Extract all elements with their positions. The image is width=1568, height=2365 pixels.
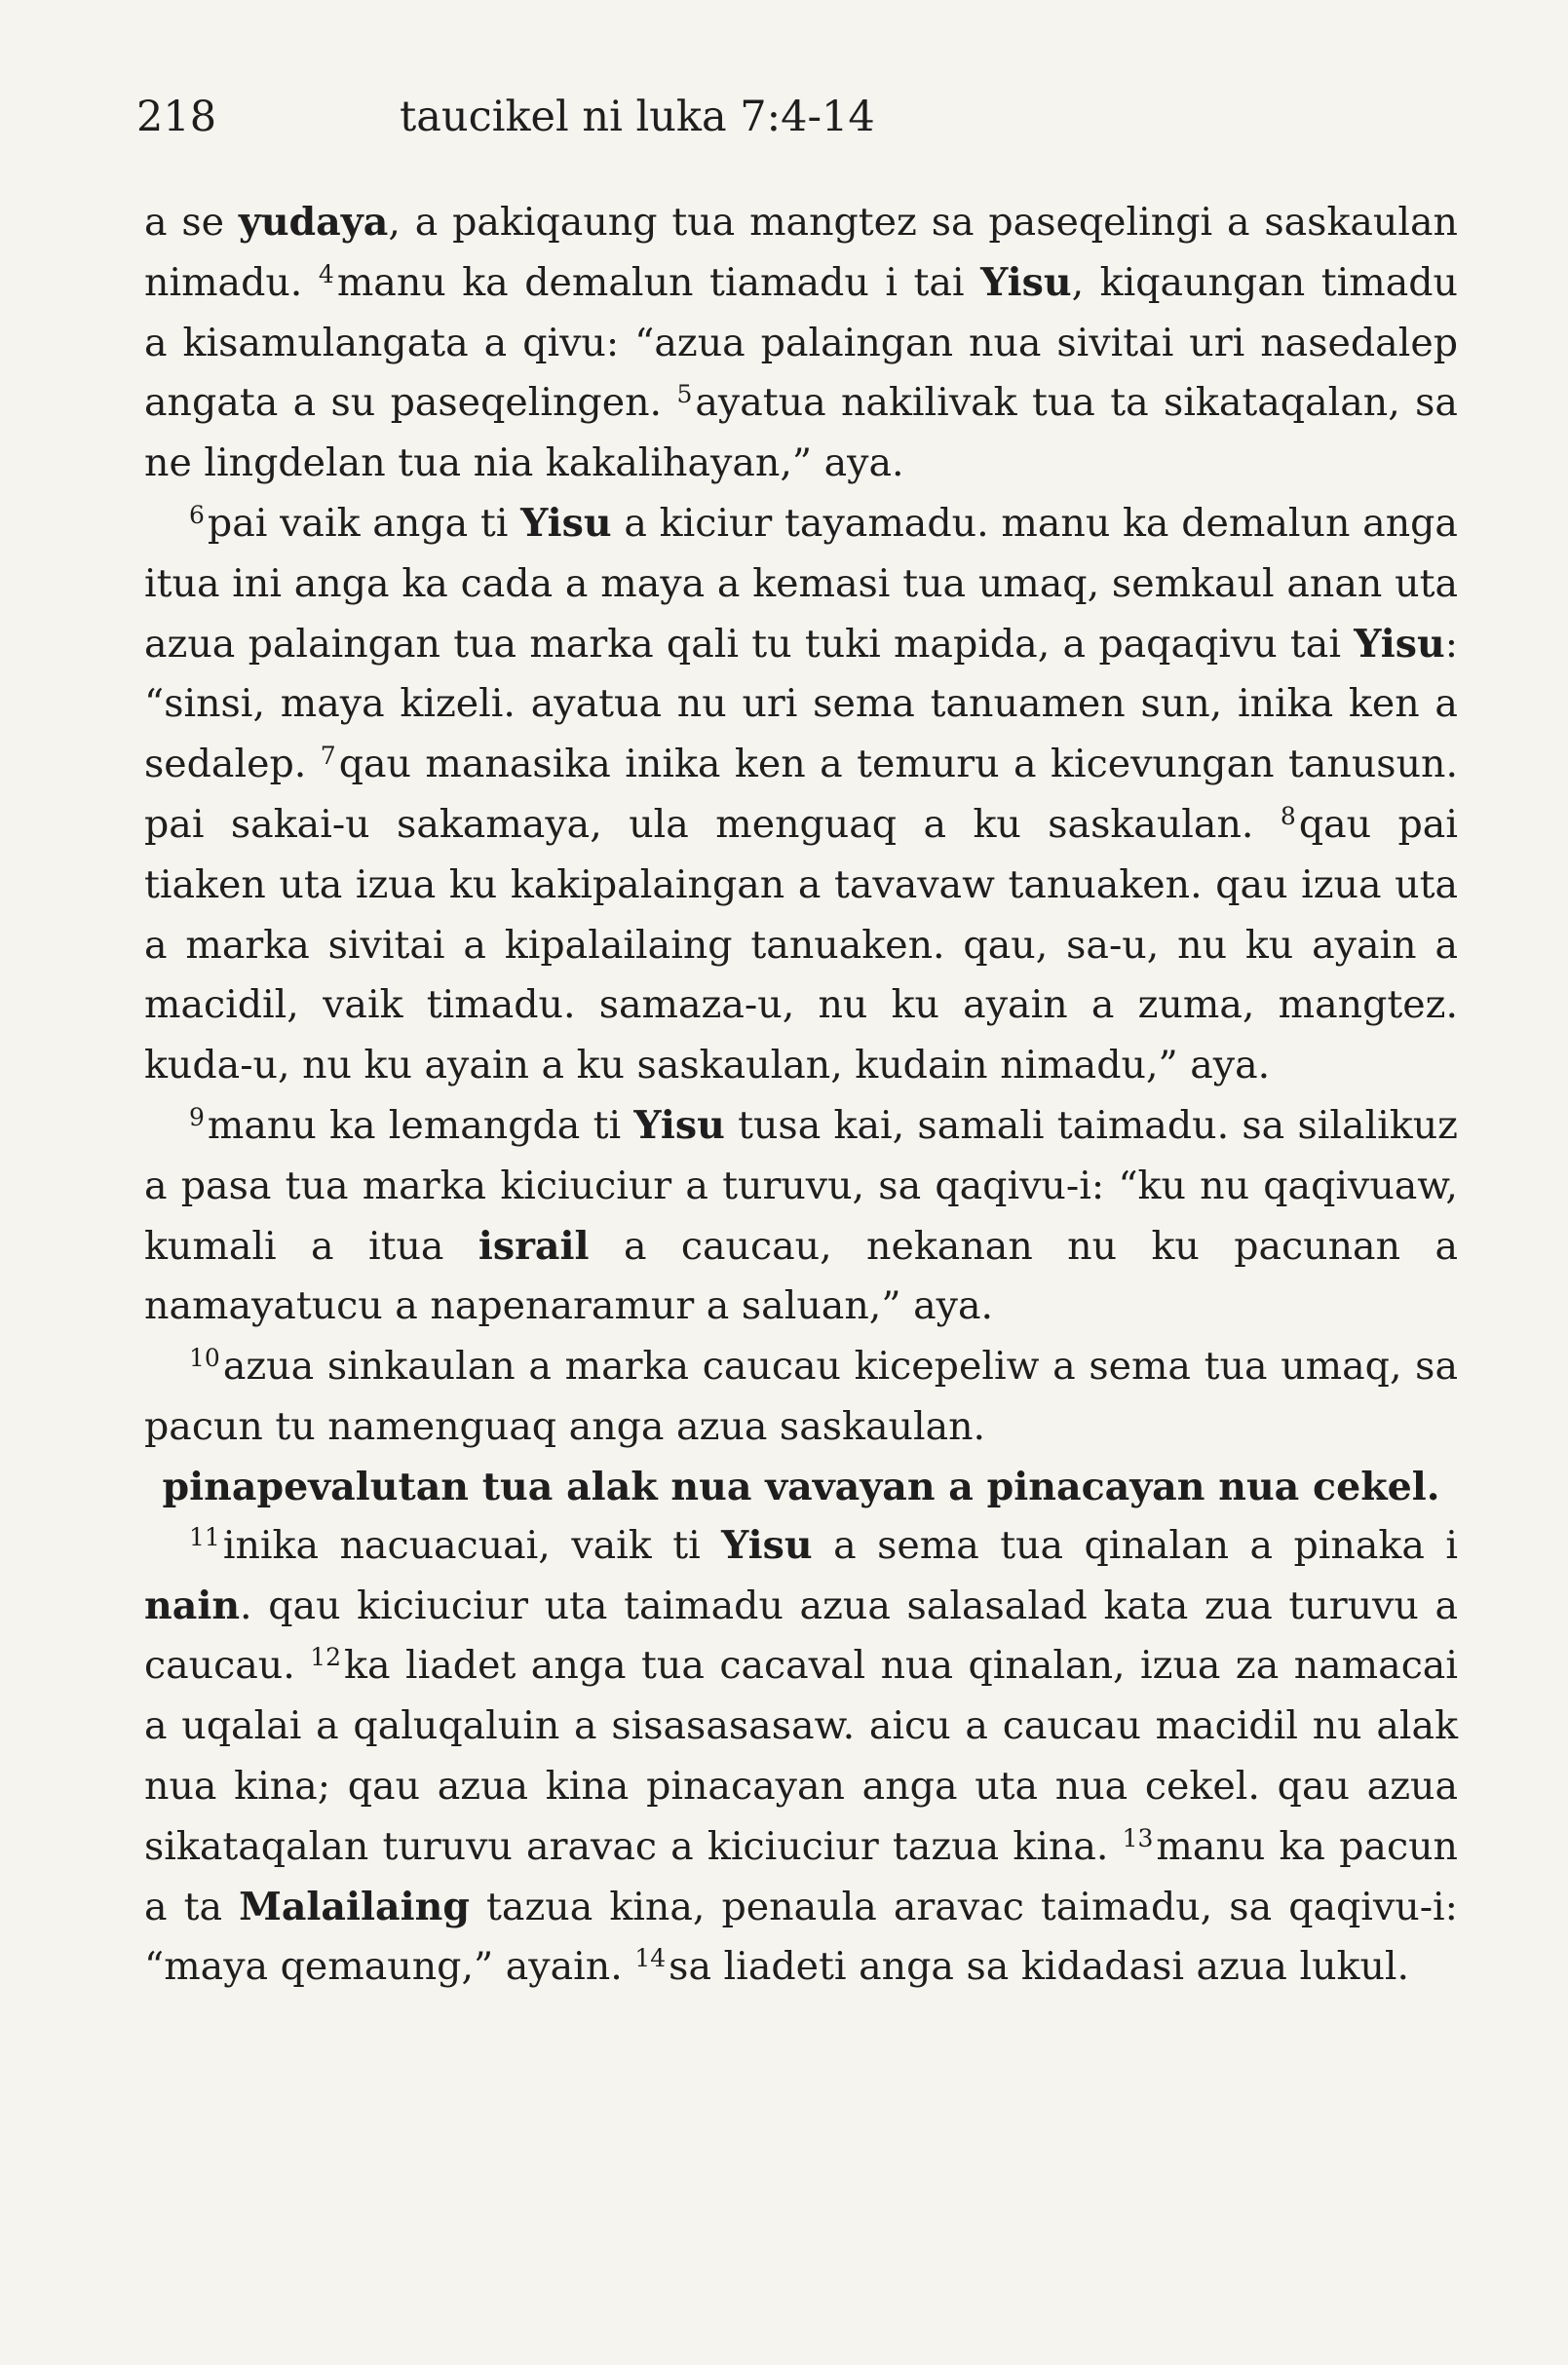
- text-run: qau pai tiaken uta izua ku kakipalaingan a tavavaw tanuaken. qau izua uta a marka sivitai a kipalailaing tanuaken. qau, sa-u, nu ku ayain a macidil, vaik timadu. samaza-u, nu ku ayain a zuma, mangtez. kuda-u, nu ku ayain a ku saskaulan, kudain nimadu,” aya.: [144, 801, 1458, 1088]
- verse-number: 8: [1280, 801, 1296, 830]
- text-run: tazua kina, penaula aravac taimadu, sa qaqivu-i: “maya qemaung,” ayain.: [144, 1884, 1458, 1990]
- verse-number: 9: [189, 1102, 205, 1131]
- verse-number: 5: [676, 380, 693, 409]
- text-run: a se: [144, 200, 239, 245]
- text-run: a kiciur tayamadu. manu ka demalun anga itua ini anga ka cada a maya a kemasi tua umaq, semkaul anan uta azua palaingan tua marka qali tu tuki mapida, a paqaqivu tai: [144, 500, 1458, 667]
- verse-number: 14: [634, 1944, 667, 1973]
- running-head: taucikel ni luka 7:4-14: [400, 93, 875, 141]
- paragraph: [144, 1516, 1458, 1998]
- bold-term: Yisu: [721, 1522, 813, 1568]
- bold-term: Yisu: [633, 1102, 725, 1148]
- bold-term: yudaya: [238, 200, 389, 245]
- verse-number: 10: [189, 1344, 220, 1373]
- text-run: qau manasika inika ken a temuru a kicevungan tanusun. pai sakai-u sakamaya, ula menguaq a ku saskaulan.: [144, 742, 1459, 847]
- text-run: manu ka lemangda ti: [207, 1102, 634, 1148]
- paragraph: [144, 1337, 1458, 1458]
- text-run: sa liadeti anga sa kidadasi azua lukul.: [669, 1944, 1410, 1990]
- text-run: pai vaik anga ti: [207, 500, 521, 546]
- text-run: : “sinsi, maya kizeli. ayatua nu uri sema tanuamen sun, inika ken a sedalep.: [144, 621, 1458, 787]
- verse-number: 13: [1122, 1823, 1154, 1852]
- bold-term: nain: [144, 1583, 241, 1628]
- page-header: [136, 83, 1432, 151]
- text-run: tusa kai, samali taimadu. sa silalikuz a pasa tua marka kiciuciur a turuvu, sa qaqivu-i: “ku nu qaqivuaw, kumali a itua: [144, 1102, 1458, 1269]
- section-heading: pinapevalutan tua alak nua vavayan a pinacayan nua cekel.: [162, 1464, 1440, 1509]
- paragraph: [144, 494, 1458, 1096]
- bold-term: Yisu: [980, 259, 1072, 305]
- text-run: ayatua nakilivak tua ta sikataqalan, sa ne lingdelan tua nia kakalihayan,” aya.: [144, 380, 1458, 486]
- verse-number: 12: [310, 1643, 342, 1672]
- text-run: a sema tua qinalan a pinaka i: [812, 1522, 1458, 1568]
- body-text: [144, 193, 1458, 1998]
- bold-term: Malailaing: [239, 1884, 470, 1929]
- text-run: azua sinkaulan a marka caucau kicepeliw a sema tua umaq, sa pacun tu namenguaq anga azua saskaulan.: [144, 1344, 1458, 1449]
- verse-number: 4: [318, 259, 334, 288]
- paragraph: [144, 193, 1458, 494]
- text-run: , a pakiqaung tua mangtez sa paseqelingi a saskaulan nimadu.: [144, 200, 1458, 305]
- text-run: manu ka pacun a ta: [144, 1823, 1458, 1929]
- text-run: inika nacuacuai, vaik ti: [222, 1522, 722, 1568]
- paragraph: [144, 1096, 1458, 1337]
- text-run: ka liadet anga tua cacaval nua qinalan, izua za namacai a uqalai a qaluqaluin a sisasasasaw. aicu a caucau macidil nu alak nua kina; qau azua kina pinacayan anga uta nua cekel. qau azua sikataqalan turuvu aravac a kiciuciur tazua kina.: [144, 1643, 1458, 1869]
- text-run: a caucau, nekanan nu ku pacunan a namayatucu a napenaramur a saluan,” aya.: [144, 1223, 1458, 1329]
- text-run: , kiqaungan timadu a kisamulangata a qivu: “azua palaingan nua sivitai uri nasedalep angata a su paseqelingen.: [144, 259, 1458, 426]
- verse-number: 6: [189, 500, 205, 529]
- bold-term: Yisu: [1354, 621, 1445, 667]
- text-run: manu ka demalun tiamadu i tai: [336, 259, 981, 305]
- text-run: . qau kiciuciur uta taimadu azua salasalad kata zua turuvu a caucau.: [144, 1583, 1458, 1689]
- bold-term: Yisu: [520, 500, 612, 546]
- verse-number: 7: [320, 742, 336, 771]
- verse-number: 11: [189, 1522, 220, 1551]
- bold-term: israil: [478, 1223, 590, 1269]
- page-number: 218: [136, 93, 217, 141]
